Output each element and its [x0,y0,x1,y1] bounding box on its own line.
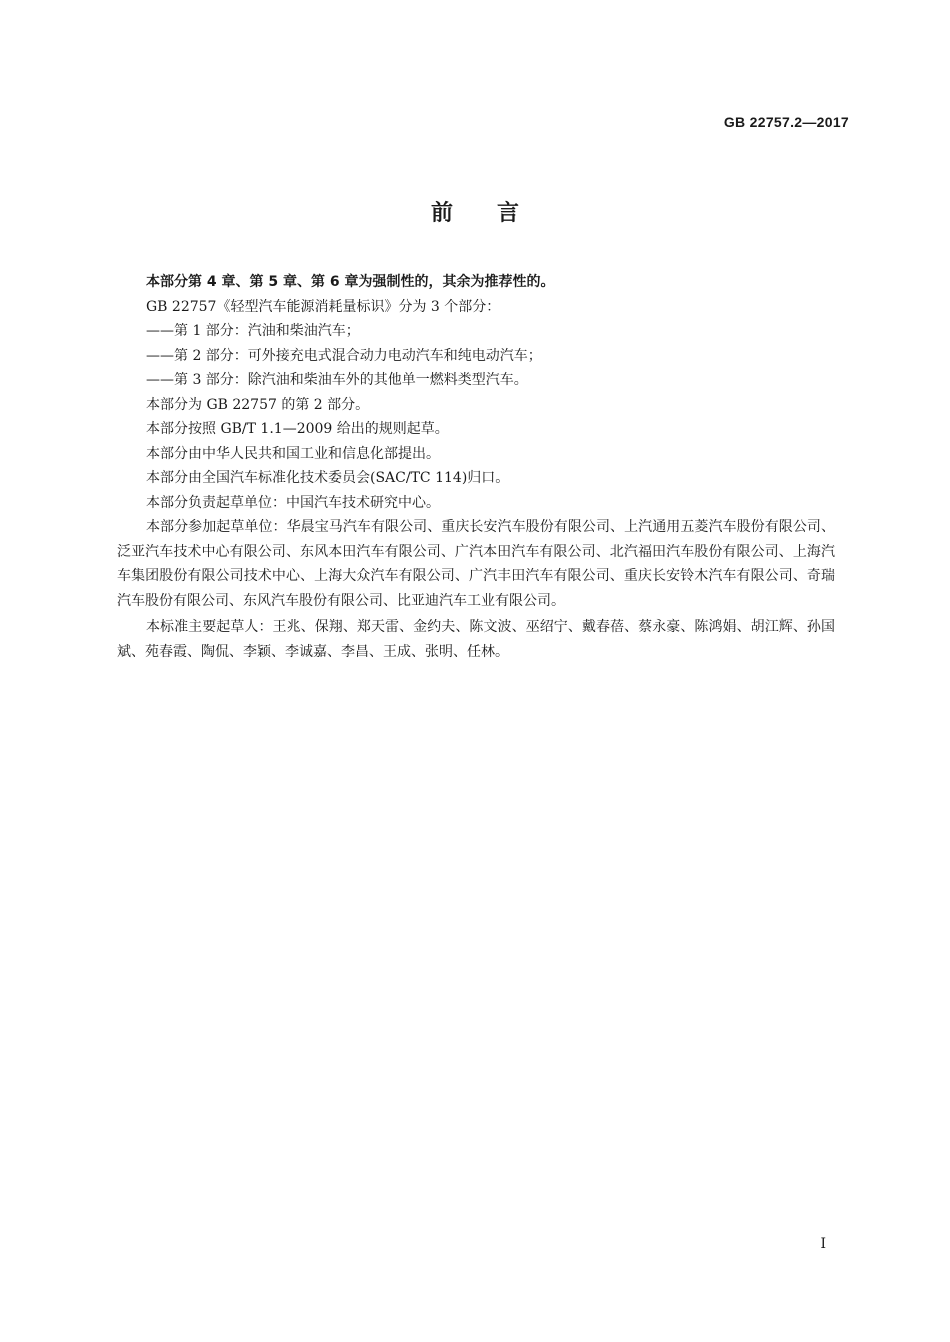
foreword-body [117,270,835,664]
paragraph-proposer: 本部分由中华人民共和国工业和信息化部提出。 [146,445,440,462]
standard-number: GB 22757.2—2017 [723,114,849,130]
mandatory-clause-statement: 本部分第 4 章、第 5 章、第 6 章为强制性的，其余为推荐性的。 [146,274,555,290]
paragraph-structure-intro: GB 22757《轻型汽车能源消耗量标识》分为 3 个部分： [146,298,501,315]
paragraph-part-statement: 本部分为 GB 22757 的第 2 部分。 [146,396,370,413]
page-title: 前言 [430,201,563,226]
list-item-part-1: ——第 1 部分：汽油和柴油汽车； [146,323,360,339]
paragraph-main-drafters: 本标准主要起草人：王兆、保翔、郑天雷、金约夫、陈文波、巫绍宁、戴春蓓、蔡永豪、陈鸿娟、胡江辉、孙国斌、苑春霞、陶侃、李颖、李诚嘉、李昌、王成、张明、任林。 [117,619,835,660]
paragraph-drafting-rules: 本部分按照 GB/T 1.1—2009 给出的规则起草。 [146,421,449,437]
paragraph-responsible-drafter: 本部分负责起草单位：中国汽车技术研究中心。 [146,494,440,511]
paragraph-participating-drafters: 本部分参加起草单位：华晨宝马汽车有限公司、重庆长安汽车股份有限公司、上汽通用五菱汽车股份有限公司、泛亚汽车技术中心有限公司、东风本田汽车有限公司、广汽本田汽车有限公司、北汽福田汽车股份有限公司、上海汽车集团股份有限公司技术中心、上海大众汽车有限公司、广汽丰田汽车有限公司、重庆长安铃木汽车有限公司、奇瑞汽车股份有限公司、东风汽车股份有限公司、比亚迪汽车工业有限公司。 [117,519,835,609]
list-item-part-2: ——第 2 部分：可外接充电式混合动力电动汽车和纯电动汽车； [146,347,542,364]
page-number: I [820,1236,826,1252]
list-item-part-3: ——第 3 部分：除汽油和柴油车外的其他单一燃料类型汽车。 [146,372,528,388]
paragraph-technical-committee: 本部分由全国汽车标准化技术委员会(SAC/TC 114)归口。 [146,470,510,486]
